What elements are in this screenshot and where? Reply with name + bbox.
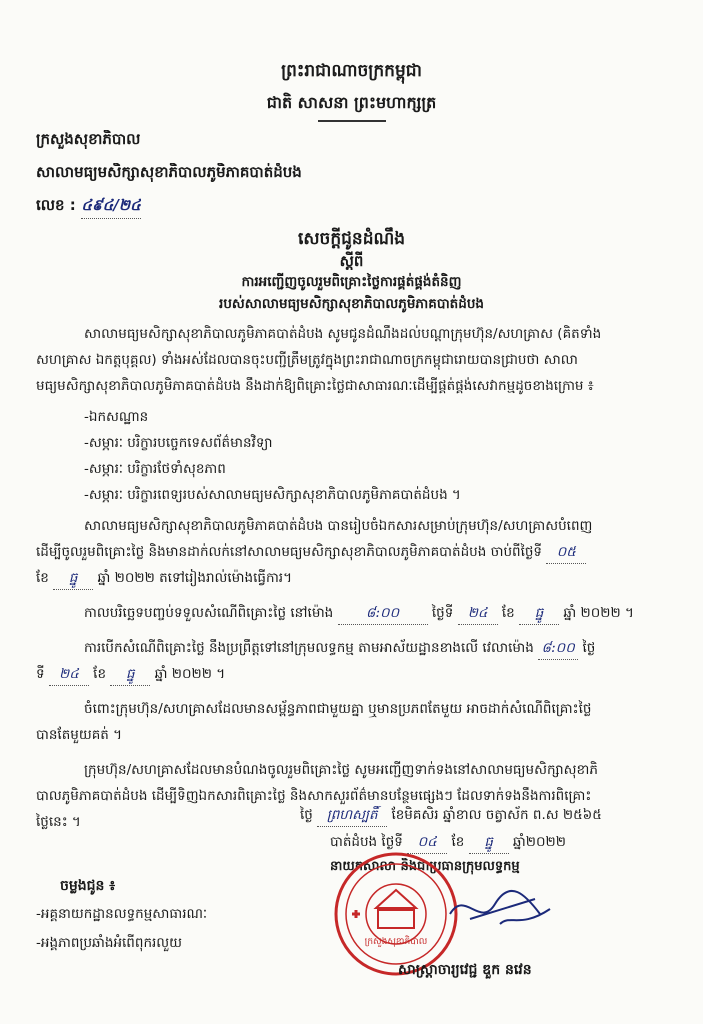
para4-year: ឆ្នាំ ២០២២ ។ [154,666,226,682]
para3-time: ៨:០០ [338,604,428,625]
para2-line3-text: ឆ្នាំ ២០២២ តទៅរៀងរាល់ម៉ោងធ្វើការ។ [97,570,292,586]
cc-item-procurement: -អគ្គនាយកដ្ឋានលទ្ធកម្មសាធារណៈ [36,906,208,922]
para4-line1 [84,639,674,660]
para2-line2 [36,543,674,564]
school-name: សាលាមធ្យមសិក្សាសុខាភិបាលភូមិភាគបាត់ដំបង [36,163,302,181]
solar-month: ធ្នូ [469,833,509,854]
para4-month-label: ខែ [93,666,107,682]
notice-title: សេចក្តីជូនដំណឹង [297,229,406,249]
para6-line3: ថ្លៃនេះ ។ [36,814,81,830]
para2-start-month: ធ្នូ [53,569,93,590]
para4-line2 [36,665,225,686]
para4-day-label: ទី [36,666,45,682]
motto-heading: ជាតិ សាសនា ព្រះមហាក្សត្រ [266,93,437,112]
item-uniform: -ឯកសណ្ឋាន [84,409,149,425]
para3-day: ២៤ [458,604,498,625]
para2-start-day: ០៥ [546,543,586,564]
motto-divider [318,120,386,122]
para2-line3 [36,569,292,590]
kingdom-heading: ព្រះរាជាណាចក្រកម្ពុជា [281,61,422,81]
solar-year: ឆ្នាំ២០២២ [512,834,566,850]
ministry-name: ក្រសួងសុខាភិបាល [36,130,141,148]
cc-label: ចម្លងជូន ៖ [60,878,116,894]
lunar-day: ព្រហស្បតិ៍ [317,806,387,827]
solar-month-label: ខែ [451,834,465,850]
number-value: ៤៩៤/២៤ [81,196,141,219]
cc-item-anticorruption: -អង្គភាពប្រឆាំងអំពើពុករលួយ [36,935,183,951]
item-medical-equipment: -សម្ភារៈ បរិក្ខារពេទ្យរបស់សាលាមធ្យមសិក្សាសុខាភិបាលភូមិភាគបាត់ដំបង ។ [84,487,461,503]
para3-month-label: ខែ [501,605,515,621]
para2-line2-text: ដើម្បីចូលរួមពិគ្រោះថ្លៃ និងមានដាក់លក់នៅសាលាមធ្យមសិក្សាសុខាភិបាលភូមិភាគបាត់ដំបង ចាប់ពីថ្ងៃទី [36,544,542,560]
notice-about: ស្តីពី [339,252,364,270]
para4-month: ធ្នូ [110,665,150,686]
signer-title: នាយកសាលា និងជាប្រធានក្រុមលទ្ធកម្ម [330,859,520,874]
para2-line1: សាលាមធ្យមសិក្សាសុខាភិបាលភូមិភាគបាត់ដំបង បានរៀបចំឯកសារសម្រាប់ក្រុមហ៊ុន/សហគ្រាសបំពេញ [84,518,593,534]
lunar-date-line [300,806,680,827]
para4-time: ៨:០០ [538,639,578,660]
notice-subject-2: របស់សាលាមធ្យមសិក្សាសុខាភិបាលភូមិភាគបាត់ដំបង [219,296,484,312]
lunar-day-label: ថ្ងៃ [300,807,313,823]
number-label: លេខ : [36,196,76,214]
signature [440,884,560,934]
para4-day-word: ថ្ងៃ [582,640,596,656]
solar-place-day-label: បាត់ដំបង ថ្ងៃទី [330,834,403,850]
para4-day: ២៤ [49,665,89,686]
para4-text: ការបើកសំណើពិគ្រោះថ្លៃ នឹងប្រព្រឹត្តទៅនៅក្រុមលទ្ធកម្ម តាមអាស័យដ្ឋានខាងលើ វេលាម៉ោង [84,640,534,656]
para6-line2: បាលភូមិភាគបាត់ដំបង ដើម្បីទិញឯកសារពិគ្រោះថ្លៃ និងសាកសួរព័ត៌មានបន្ថែមផ្សេងៗ ដែលទាក់ទងនឹងការពិគ្រោះ [36,788,592,804]
lunar-month: ខែមិគសិរ [391,807,439,823]
para3-deadline [84,604,674,625]
para3-month: ធ្នូ [519,604,559,625]
para5-line2: បានតែមួយគត់ ។ [36,727,123,743]
para3-year: ឆ្នាំ ២០២២ ។ [563,605,634,621]
notice-subject-1: ការអញ្ជើញចូលរួមពិគ្រោះថ្លៃការផ្គត់ផ្គង់តំនិញ [241,274,462,290]
solar-day: ០៤ [407,833,447,854]
para1-line1: សាលាមធ្យមសិក្សាសុខាភិបាលភូមិភាគបាត់ដំបង សូមជូនដំណឹងដល់បណ្តាក្រុមហ៊ុន/សហគ្រាស (គិតទាំង [84,326,602,342]
signer-name: សាស្ត្រាចារ្យវេជ្ជ ឌួក នវេន [398,962,532,978]
document-number [36,196,141,219]
para6-line1: ក្រុមហ៊ុន/សហគ្រាសដែលមានបំណងចូលរួមពិគ្រោះថ្លៃ សូមអញ្ជើញទាក់ទងនៅសាលាមធ្យមសិក្សាសុខាភិ [84,762,598,778]
item-health-equipment: -សម្ភារៈ បរិក្ខារថែទាំសុខភាព [84,461,226,477]
stamp-text: ក្រសួងសុខាភិបាល [364,937,428,947]
para2-month-label: ខែ [36,570,49,586]
para1-line2: សហគ្រាស ឯកត្តបុគ្គល) ទាំងអស់ដែលបានចុះបញ្ជីត្រឹមត្រូវក្នុងព្រះរាជាណាចក្រកម្ពុជារោយបានជ្រាបថា សាលា [36,352,578,368]
item-it-equipment: -សម្ភារៈ បរិក្ខារបច្ចេកទេសព័ត៌មានវិទ្យា [84,435,273,451]
lunar-year: ឆ្នាំខាល ចត្វាស័ក ព.ស ២៥៦៥ [442,807,602,823]
para5-line1: ចំពោះក្រុមហ៊ុន/សហគ្រាសដែលមានសម្ព័ន្ធភាពជាមួយគ្នា ឬមានប្រភពតែមួយ អាចដាក់សំណើពិគ្រោះថ្លៃ [84,701,592,717]
para3-text: កាលបរិច្ឆេទបញ្ចប់ទទួលសំណើពិគ្រោះថ្លៃ នៅម៉ោង [84,605,334,621]
para3-day-label: ថ្ងៃទី [431,605,454,621]
para1-line3: មធ្យមសិក្សាសុខាភិបាលភូមិភាគបាត់ដំបង នឹងដាក់ឱ្យពិគ្រោះថ្លៃជាសាធារណៈដើម្បីផ្គត់ផ្គង់សេវាកម្មដូចខាងក្រោម ៖ [36,378,594,394]
